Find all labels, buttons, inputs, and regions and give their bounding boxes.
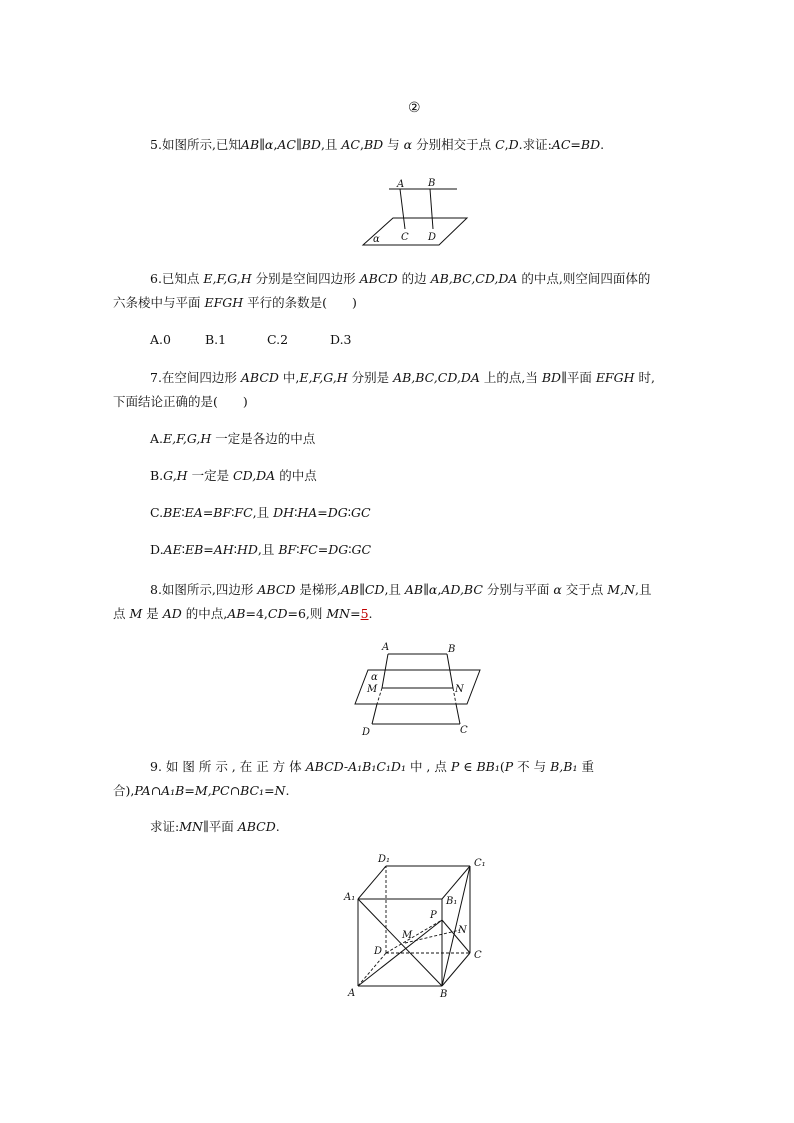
label-b: B	[440, 989, 448, 1000]
edge-ad-hidden	[358, 953, 386, 986]
label-a: A	[348, 988, 356, 999]
figure-q9-cube	[340, 850, 500, 1005]
question-8-line2: 点 M 是 AD 的中点,AB=4,CD=6,则 MN=5.	[113, 606, 373, 621]
segment-nc	[456, 704, 460, 724]
label-b1: B₁	[446, 896, 458, 907]
question-6-option-c: C.2	[267, 332, 289, 347]
figure-q8	[352, 638, 482, 738]
segment-pa	[358, 920, 442, 986]
edge-a1d1	[358, 866, 386, 899]
question-6-option-b: B.1	[205, 332, 227, 347]
label-d: D	[362, 727, 371, 738]
page-marker: ②	[408, 100, 421, 116]
label-a: A	[382, 642, 390, 653]
question-7-option-a: A.E,F,G,H 一定是各边的中点	[150, 431, 316, 446]
label-b: B	[428, 178, 436, 189]
question-7-option-c: C.BE∶EA=BF∶FC,且 DH∶HA=DG∶GC	[150, 505, 371, 520]
answer-q8: 5	[360, 606, 369, 621]
label-alpha: α	[371, 672, 378, 683]
question-8-line1: 8.如图所示,四边形 ABCD 是梯形,AB∥CD,且 AB∥α,AD,BC 分别与平面 α 交于点 M,N,且	[150, 582, 652, 597]
question-5-text: 5.如图所示,已知AB∥α,AC∥BD,且 AC,BD 与 α 分别相交于点 C,D.求证:AC=BD.	[150, 137, 605, 152]
label-c: C	[474, 950, 482, 961]
label-d: D	[428, 232, 437, 243]
label-alpha: α	[373, 234, 380, 245]
label-c: C	[401, 232, 409, 243]
label-p: P	[430, 910, 437, 921]
segment-bn	[447, 654, 453, 688]
label-c: C	[460, 725, 468, 736]
question-6-option-d: D.3	[330, 332, 352, 347]
figure-q5	[355, 172, 475, 252]
question-6-line1: 6.已知点 E,F,G,H 分别是空间四边形 ABCD 的边 AB,BC,CD,DA 的中点,则空间四面体的	[150, 271, 651, 286]
label-b: B	[448, 644, 456, 655]
label-c1: C₁	[474, 858, 486, 869]
segment-md	[372, 704, 377, 724]
question-9-line1: 9. 如 图 所 示 , 在 正 方 体 ABCD-A₁B₁C₁D₁ 中 , 点 P ∈ BB₁(P 不 与 B,B₁ 重	[150, 759, 594, 774]
segment-bd	[430, 189, 433, 229]
question-7-line2: 下面结论正确的是( )	[113, 394, 248, 409]
label-m: M	[402, 930, 413, 941]
label-a: A	[397, 179, 405, 190]
segment-ac	[400, 189, 405, 229]
segment-md-hidden	[377, 688, 382, 704]
question-6-option-a: A.0	[150, 332, 171, 347]
question-9-line2: 合),PA∩A₁B=M,PC∩BC₁=N.	[113, 783, 290, 798]
label-n: N	[455, 684, 464, 695]
label-m: M	[367, 684, 378, 695]
question-7-line1: 7.在空间四边形 ABCD 中,E,F,G,H 分别是 AB,BC,CD,DA 上的点,当 BD∥平面 EFGH 时,	[150, 370, 655, 385]
segment-am	[382, 654, 388, 688]
label-d1: D₁	[378, 854, 391, 865]
question-9-line3: 求证:MN∥平面 ABCD.	[150, 819, 280, 834]
question-6-line2: 六条棱中与平面 EFGH 平行的条数是( )	[113, 295, 357, 310]
label-d: D	[374, 946, 383, 957]
question-7-option-d: D.AE∶EB=AH∶HD,且 BF∶FC=DG∶GC	[150, 542, 372, 557]
label-a1: A₁	[344, 892, 356, 903]
question-7-option-b: B.G,H 一定是 CD,DA 的中点	[150, 468, 317, 483]
label-n: N	[458, 925, 467, 936]
